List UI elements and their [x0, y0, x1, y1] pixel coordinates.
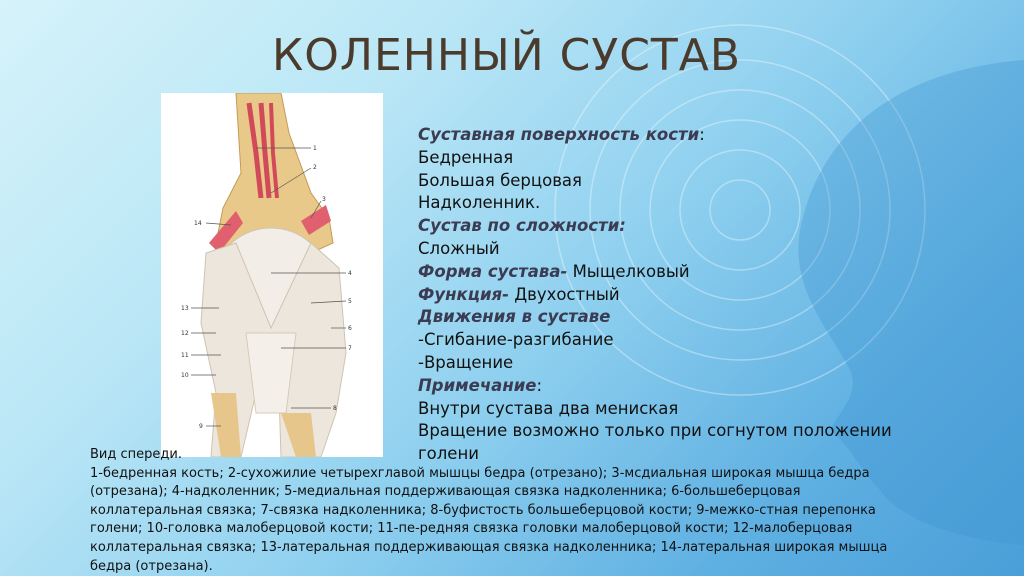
surface-item: Бедренная	[418, 147, 514, 167]
form-line	[418, 261, 898, 284]
caption-legend: 1-бедренная кость; 2-сухожилие четырехглавой мышцы бедра (отрезано); 3-мсдиальная широкая мышца бедра (отрезана); 4-надколенник; 5-медиальная поддерживающая связка надколенника; 6-большеберцовая коллатеральная связка; 7-связка надколенника; 8-буфистость большеберцовой кости; 9-межко-стная перепонка голени; 10-головка малоберцовой кости; 11-пе-редняя связка головки малоберцовой кости; 12-малоберцовая коллатеральная связка; 13-латеральная поддерживающая связка надколенника; 14-латеральная широкая мышца бедра (отрезана).	[90, 465, 888, 574]
form-heading: Форма сустава-	[418, 261, 568, 281]
figure-label-11: 11	[181, 352, 189, 359]
figure-label-8: 8	[333, 405, 337, 412]
surface-item: Надколенник.	[418, 193, 541, 213]
note-colon: :	[536, 375, 543, 395]
figure-label-5: 5	[348, 298, 352, 305]
complexity-value: Сложный	[418, 238, 500, 258]
complexity-heading: Сустав по сложности:	[418, 216, 626, 236]
surface-heading: Суставная поверхность кости	[418, 125, 700, 144]
surface-item: Большая берцовая	[418, 170, 582, 190]
slide-title: КОЛЕННЫЙ СУСТАВ	[272, 30, 742, 81]
figure-label-6: 6	[348, 325, 352, 332]
surface-heading-line	[418, 124, 898, 147]
movement-item: -Сгибание-разгибание	[418, 330, 614, 350]
movement-item: -Вращение	[418, 352, 514, 372]
note-heading: Примечание	[418, 375, 537, 395]
function-line	[418, 284, 898, 307]
figure-label-13: 13	[181, 305, 189, 312]
function-heading: Функция-	[418, 284, 509, 304]
figure-label-14: 14	[194, 220, 202, 227]
function-value: Двухостный	[508, 284, 620, 304]
note-item: Внутри сустава два мениская	[418, 398, 679, 418]
note-heading-line	[418, 375, 898, 398]
surface-colon: :	[699, 125, 705, 144]
figure-label-7: 7	[348, 345, 352, 352]
knee-joint-drawing	[161, 93, 383, 457]
form-value: Мыщелковый	[567, 261, 690, 281]
figure-label-10: 10	[181, 372, 189, 379]
movement-heading: Движения в суставе	[418, 307, 611, 327]
figure-label-3: 3	[322, 196, 326, 203]
figure-label-1: 1	[313, 145, 317, 152]
figure-caption	[90, 446, 890, 576]
figure-label-4: 4	[348, 270, 352, 277]
figure-label-9: 9	[199, 423, 203, 430]
caption-view: Вид спереди.	[90, 447, 182, 462]
joint-info	[418, 124, 898, 466]
note-item: Вращение возможно только при согнутом положении голени	[418, 421, 892, 464]
figure-label-12: 12	[181, 330, 189, 337]
figure-label-2: 2	[313, 164, 317, 171]
knee-illustration	[161, 93, 383, 457]
